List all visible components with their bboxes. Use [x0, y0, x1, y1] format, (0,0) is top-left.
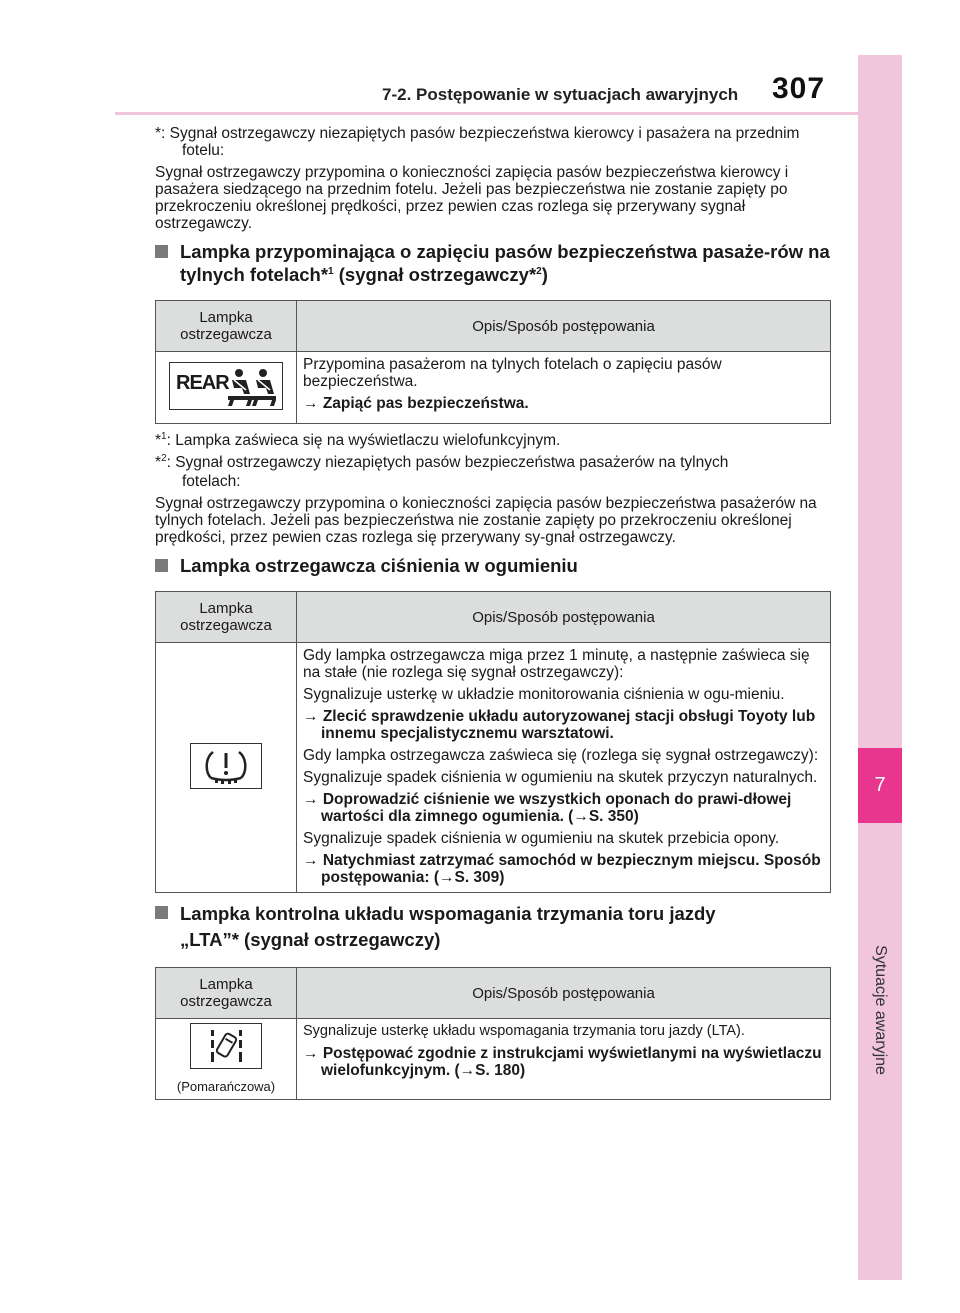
chapter-sidebar: [858, 55, 902, 1280]
lamp-cell: [156, 352, 297, 424]
action-line: → Zapiąć pas bezpieczeństwa.: [303, 395, 529, 412]
footnote-2-continuation: fotelach:: [182, 473, 241, 490]
column-header-lamp: Lampka ostrzegawcza: [156, 592, 297, 643]
chapter-label: Sytuacje awaryjne: [872, 945, 889, 1075]
paragraph-rear-belts: Sygnał ostrzegawczy przypomina o konieczności zapięcia pasów bezpieczeństwa pasażerów na tylnych fotelach. Jeżeli pas bezpieczeństwa nie zostanie zapięty po przekroczeniu określonej prędkości, przez pewien czas rozlega się przerywany sy-gnał ostrzegawczy.: [155, 495, 817, 546]
footnote-1: *$^1$: Lampka zaświeca się na wyświetlaczu wielofunkcyjnym.: [155, 430, 561, 449]
description-cell: Przypomina pasażerom na tylnych fotelach o zapięciu pasów bezpieczeństwa. → Zapiąć pas bezpieczeństwa.: [297, 352, 831, 424]
action-line: → Doprowadzić ciśnienie we wszystkich oponach do prawi-dłowej wartości dla zimnego ogumienia. (→S. 350): [303, 791, 792, 825]
page-content: [155, 125, 831, 1108]
section-heading-lta: Lampka kontrolna układu wspomagania trzymania toru jazdy „LTA”* (sygnał ostrzegawczy): [155, 901, 831, 953]
column-header-description: Opis/Sposób postępowania: [297, 301, 831, 352]
lamp-cell: [156, 643, 297, 893]
column-header-lamp: Lampka ostrzegawcza: [156, 301, 297, 352]
description-cell: Gdy lampka ostrzegawcza miga przez 1 minutę, a następnie zaświeca się na stałe (nie rozlega się sygnał ostrzegawczy): Sygnalizuje usterkę w układzie monitorowania ciśnienia w ogu-mieniu. → Zlecić sprawdzenie układu autoryzowanej stacji obsługi Toyoty lub innemu specjalistycznemu warsztatowi. Gdy lampka ostrzegawcza zaświeca się (rozlega się sygnał ostrzegawczy): Sygnalizuje spadek ciśnienia w ogumieniu na skutek przyczyn naturalnych. → Doprowadzić ciśnienie we wszystkich oponach do prawi-dłowej wartości dla zimnego ogumienia. (→S. 350) Sygnalizuje spadek ciśnienia w ogumieniu na skutek przebicia opony. → Natychmiast zatrzymać samochód w bezpiecznym miejscu. Sposób postępowania: (→S. 309): [297, 643, 831, 893]
page-number: 307: [772, 72, 826, 105]
lane-tracing-assist-icon: [190, 1023, 262, 1069]
tire-pressure-icon: [190, 743, 262, 789]
column-header-description: Opis/Sposób postępowania: [297, 968, 831, 1019]
chapter-number-tab[interactable]: 7: [858, 748, 902, 823]
section-square-icon: [155, 906, 168, 919]
lamp-cell: [156, 1019, 297, 1100]
running-header: 7-2. Postępowanie w sytuacjach awaryjnych: [382, 85, 739, 104]
column-header-lamp: Lampka ostrzegawcza: [156, 968, 297, 1019]
warning-table-rear-belts: [155, 300, 831, 424]
action-line: → Postępować zgodnie z instrukcjami wyświetlanymi na wyświetlaczu wielofunkcyjnym. (→S. 180): [303, 1045, 822, 1079]
rear-seatbelt-icon: REAR: [169, 362, 283, 410]
section-square-icon: [155, 559, 168, 572]
section-square-icon: [155, 245, 168, 258]
column-header-description: Opis/Sposób postępowania: [297, 592, 831, 643]
section-heading-tire-pressure: Lampka ostrzegawcza ciśnienia w ogumieniu: [155, 554, 831, 577]
footnote-2: *$^2$: Sygnał ostrzegawczy niezapiętych pasów bezpieczeństwa pasażerów na tylnych: [155, 452, 729, 471]
footnote-front-seat: *: Sygnał ostrzegawczy niezapiętych pasów bezpieczeństwa kierowcy i pasażera na przednim fotelu:: [155, 125, 800, 159]
action-line: → Zlecić sprawdzenie układu autoryzowanej stacji obsługi Toyoty lub innemu specjalistycznemu warsztatowi.: [303, 708, 816, 742]
lamp-color-caption: (Pomarańczowa): [176, 1079, 276, 1094]
action-line: → Natychmiast zatrzymać samochód w bezpiecznym miejscu. Sposób postępowania: (→S. 309): [303, 852, 821, 886]
header-rule: [115, 112, 858, 115]
paragraph-front-seat: Sygnał ostrzegawczy przypomina o konieczności zapięcia pasów bezpieczeństwa kierowcy i pasażera siedzącego na przednim fotelu. Jeżeli pas bezpieczeństwa nie zostanie zapięty po przekroczeniu określonej prędkości, przez pewien czas rozlega się przerywany sygnał ostrzegawczy.: [155, 164, 789, 232]
section-heading-rear-belts: Lampka przypominająca o zapięciu pasów bezpieczeństwa pasaże-rów na tylnych fotelach*$^1$ (sygnał ostrzegawczy*$^2$): [155, 240, 831, 286]
warning-table-lta: [155, 967, 831, 1100]
description-cell: Sygnalizuje usterkę układu wspomagania trzymania toru jazdy (LTA). → Postępować zgodnie z instrukcjami wyświetlanymi na wyświetlaczu wielofunkcyjnym. (→S. 180): [297, 1019, 831, 1100]
warning-table-tire-pressure: [155, 591, 831, 893]
